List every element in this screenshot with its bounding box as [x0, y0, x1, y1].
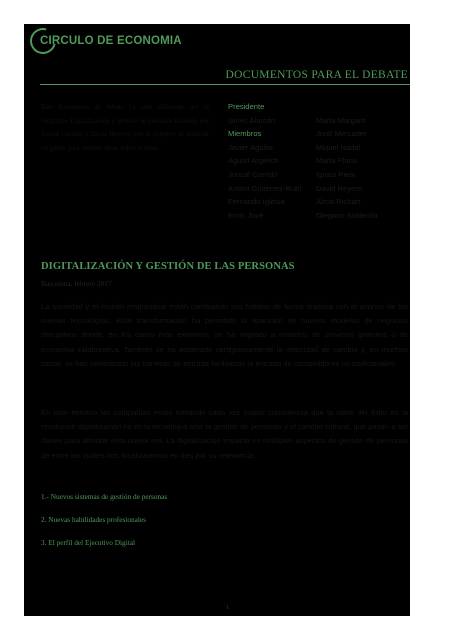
member-name: Fernando Iglesia	[228, 197, 285, 207]
member-name: Alicia Richart	[316, 197, 361, 207]
member-name: Antoni Gutierrez-Rubí	[228, 183, 302, 193]
logo-text: CIRCULO DE ECONOMIA	[40, 35, 182, 47]
logo-ring-icon	[25, 23, 61, 59]
article-dateline: Barcelona, febrero 2017	[41, 279, 112, 288]
member-name: Olegario Soldevila	[316, 210, 378, 220]
topic-item-1: 1.- Nuevos sistemas de gestión de personas	[41, 492, 168, 501]
member-name: Ginés Alarcón	[228, 115, 276, 125]
member-name: Agustí Argelich	[228, 156, 279, 166]
member-name: Marta Plana	[316, 156, 357, 166]
member-name: Ignasi Pietx	[316, 169, 356, 179]
role-label-members: Miembros	[228, 129, 262, 139]
member-name: Miquel Nadal	[316, 142, 361, 152]
members-column-1	[228, 100, 301, 222]
intro-paragraph: Este documento de debate ha sido elaborado por el Subgrupo Digitalización y gestión de personas liderado por Juncal Garrido y David Reyero, con el objetivo de redactar un guión para ordenar ideas sobre el tema	[41, 103, 209, 152]
member-name: Jordi Mercader	[316, 129, 367, 139]
document-page	[24, 24, 410, 616]
topic-item-2: 2. Nuevas habilidades profesionales	[41, 515, 146, 524]
topic-item-3: 3. El perfil del Ejecutivo Digital	[41, 538, 136, 547]
section-heading: DOCUMENTOS PARA EL DEBATE	[225, 69, 408, 81]
circulo-logo	[30, 28, 182, 54]
column-spacer	[316, 100, 378, 114]
body-paragraph-1: La sociedad y el mundo empresarial están cambiando sus hábitos de forma drástica con el avance de las nuevas tecnologías. Esta transformación ha permitido la aparición de nuevos modelos de negocios disruptivos donde, en los casos más extremos, se ha migrado a modelos de servicios gratuitos o de economía colaborativa. También se ha acelerado vertiginosamente la velocidad de cambio y, en muchos casos, se han minimizado las barreras de entrada facilitando la entrada de competidores no tradicionales.	[41, 302, 408, 368]
role-label-president: Presidente	[228, 102, 265, 111]
page-number: 1	[226, 604, 230, 611]
member-name: Javier Aguilar	[228, 142, 274, 152]
member-name: Enric Jové	[228, 210, 264, 220]
member-name: Marta Margarit	[316, 115, 366, 125]
member-name: Juncal Garrido	[228, 169, 278, 179]
article-title: DIGITALIZACIÓN Y GESTIÓN DE LAS PERSONAS	[41, 261, 295, 272]
body-paragraph-2: En este entorno las compañías están tomando cada vez mayor consciencia que la clave del éxito en la revolución digitalización no es la tecnología sino la gestión de personas y el cambio cultural, que pasan a ser claves para afrontar esta nueva era. La digitalización impacta en múltiples aspectos de gestión de personas de entre los cuales nos focalizaremos en tres por su relevancia:	[41, 408, 408, 460]
heading-divider	[40, 84, 410, 85]
member-name: David Reyero	[316, 183, 363, 193]
members-column-2	[316, 100, 378, 222]
